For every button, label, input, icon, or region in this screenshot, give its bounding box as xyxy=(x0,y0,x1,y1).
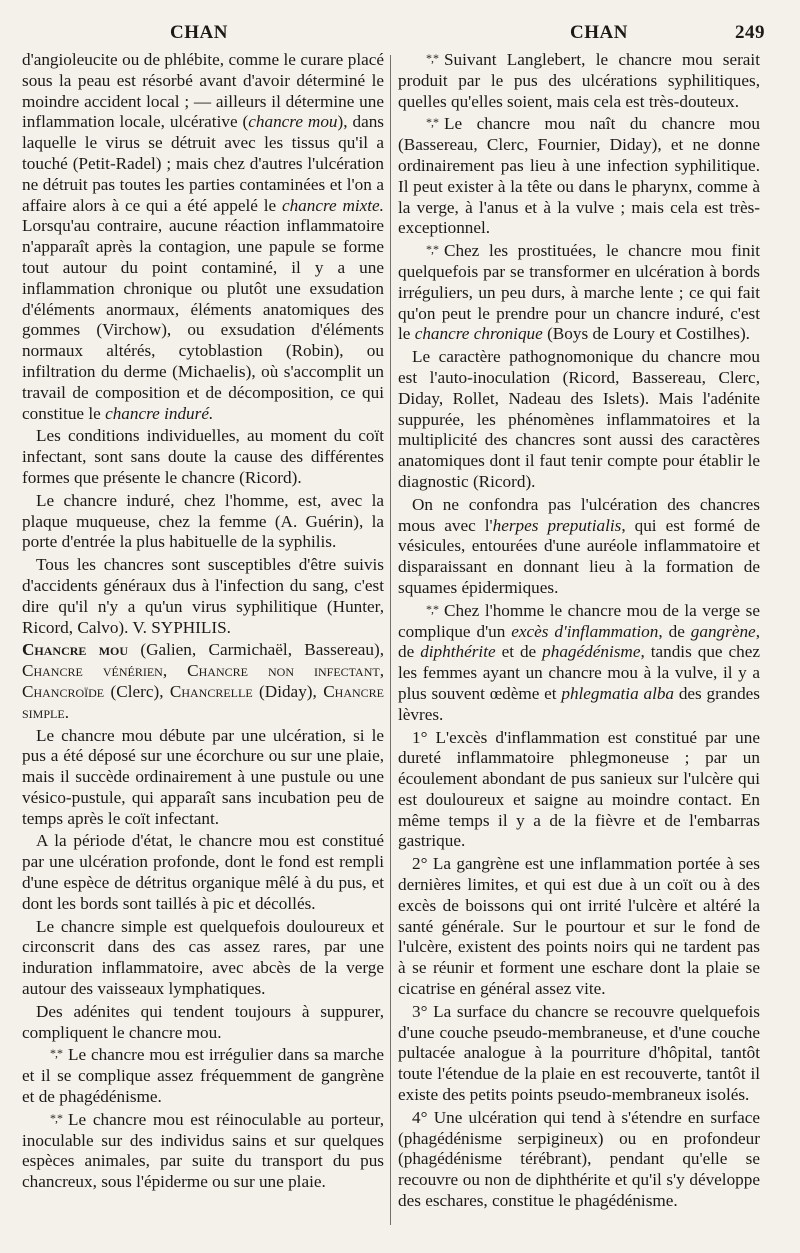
paragraph: 3° La surface du chancre se recouvre quelquefois d'une couche pseudo-membraneuse, et d'une couche pultacée analogue à la pourriture d'hôpital, tantôt toute l'étendue de la plaie en est recouverte, tantôt il existe des petits points pseudo-membraneux isolés. xyxy=(398,1001,760,1105)
asterism: *,* xyxy=(50,1046,62,1061)
asterism: *,* xyxy=(426,601,438,616)
entry-headword: Chancre mou xyxy=(22,640,129,660)
paragraph: 1° L'excès d'inflammation est constitué par une dureté inflammatoire phlegmoneuse ; par un écoulement abondant de pus sanieux sur l'ulcère qui est douloureux et saigne au moindre contact. En même temps il y a de la fièvre et de l'embarras gastrique. xyxy=(398,727,760,851)
entry-heading-paragraph: Chancre mou (Galien, Carmichaël, Bassereau), Chancre vénérien, Chancre non infectant, Chancroïde (Clerc), Chancrelle (Diday), Chancre simple. xyxy=(22,640,385,722)
asterism: *,* xyxy=(50,1110,62,1125)
header-right-word: CHAN xyxy=(570,22,628,43)
paragraph: 2° La gangrène est une inflammation portée à ses dernières limites, et qui est due à un coït ou à des excès de boissons qui ont irrité l'ulcère et altéré la santé générale. Sur le pourtour et sur le fond de l'ulcère, existent des points noirs qui ne tardent pas à se réunir et forment une eschare dont la plaie se cicatrise en général assez vite. xyxy=(398,854,760,999)
paragraph: Le caractère pathognomonique du chancre mou est l'auto-inoculation (Ricord, Bassereau, Clerc, Diday, Rollet, Nadeau des Islets). Mais l'adénite suppurée, les phénomènes inflammatoires et la multiplicité des chancres sont aussi des caractères anatomiques dont il faut tenir compte pour établir le diagnostic (Ricord). xyxy=(398,347,760,491)
paragraph: A la période d'état, le chancre mou est constitué par une ulcération profonde, dont le fond est rempli d'une espèce de détritus organique mêlé à du pus, et dont les bords sont taillés à pic et décollés. xyxy=(22,831,384,913)
paragraph: d'angioleucite ou de phlébite, comme le curare placé sous la peau est résorbé avant d'avoir déterminé le moindre accident local ; — ailleurs il détermine une inflammation locale, ulcérative (chancre mou), dans laquelle le virus se détruit avec les tissus qu'il a touché (Petit-Radel) ; mais chez d'autres l'ulcération ne détruit pas toutes les parties contaminées et l'on a affaire alors à ce qui a été appelé le chancre mixte. Lorsqu'au contraire, aucune réaction inflammatoire n'apparaît après la contagion, une papule se forme tout autour du point contaminé, il y a une inflammation chronique ou plutôt une exsudation d'éléments anormaux, éléments anatomiques des gommes (Virchow), ou exsudation d'éléments normaux altérés, cytoblastion (Robin), ou infiltration du derme (Michaelis), où s'accomplit un travail de composition et de décomposition, ce qui constitue le chancre induré. xyxy=(22,50,384,423)
paragraph: *,* Le chancre mou est irrégulier dans sa marche et il se complique assez fréquemment de gangrène et de phagédénisme. xyxy=(22,1045,384,1107)
paragraph: On ne confondra pas l'ulcération des chancres mous avec l'herpes preputialis, qui est formé de vésicules, entourées d'une auréole inflammatoire et disparaissant en donnant lieu à la formation de squames épidermiques. xyxy=(398,494,760,597)
right-column xyxy=(398,50,760,1214)
paragraph: *,* Le chancre mou est réinoculable au porteur, inoculable sur des individus sains et sur quelques espèces animales, par suite du transport du pus chancreux, sous l'épiderme ou sur une plaie. xyxy=(22,1109,384,1192)
paragraph: *,* Chez les prostituées, le chancre mou finit quelquefois par se transformer en ulcération à bords irréguliers, un peu durs, à marche lente ; ce qui fait qu'on peut le prendre pour un chancre induré, c'est le chancre chronique (Boys de Loury et Costilhes). xyxy=(398,241,760,344)
paragraph: 4° Une ulcération qui tend à s'étendre en surface (phagédénisme serpigineux) ou en profondeur (phagédénisme térébrant), pendant qu'elle se recouvre ou non de diphthérite et qu'il s'y développe des eschares, constitue le phagédénisme. xyxy=(398,1107,760,1211)
header-left-word: CHAN xyxy=(170,22,228,43)
column-divider xyxy=(390,55,391,1225)
paragraph: *,* Chez l'homme le chancre mou de la verge se complique d'un excès d'inflammation, de gangrène, de diphthérite et de phagédénisme, tandis que chez les femmes ayant un chancre mou à la vulve, il y a plus souvent œdème et phlegmatia alba des grandes lèvres. xyxy=(398,600,760,724)
paragraph: Tous les chancres sont susceptibles d'être suivis d'accidents généraux dus à l'infection du sang, c'est dire qu'il n'y a qu'un virus syphilitique (Hunter, Ricord, Calvo). V. SYPHILIS. xyxy=(22,555,384,637)
running-header xyxy=(0,22,800,50)
paragraph: *,* Le chancre mou naît du chancre mou (Bassereau, Clerc, Fournier, Diday), et ne donne ordinairement pas lieu à une infection syphilitique. Il peut exister à la tête ou dans le pharynx, comme à la verge, à l'anus et à la vulve ; mais cela est très-exceptionnel. xyxy=(398,114,760,238)
asterism: *,* xyxy=(426,115,438,130)
paragraph: Le chancre mou débute par une ulcération, si le pus a été déposé sur une écorchure ou sur une plaie, mais il succède ordinairement à une pustule ou une vésico-pustule, qui apparaît sans incubation peu de temps après le coït infectant. xyxy=(22,725,384,828)
paragraph: Les conditions individuelles, au moment du coït infectant, sont sans doute la cause des différentes formes que présente le chancre (Ricord). xyxy=(22,426,384,487)
asterism: *,* xyxy=(426,242,438,257)
asterism: *,* xyxy=(426,51,438,65)
paragraph: *,* Suivant Langlebert, le chancre mou serait produit par le pus des ulcérations syphilitiques, quelles qu'elles soient, mais cela est très-douteux. xyxy=(398,50,760,111)
paragraph: Le chancre simple est quelquefois douloureux et circonscrit dans des cas assez rares, par une induration inflammatoire, avec abcès de la verge autour des vaisseaux lymphatiques. xyxy=(22,916,384,999)
page-number: 249 xyxy=(735,22,765,43)
paragraph: Le chancre induré, chez l'homme, est, avec la plaque muqueuse, chez la femme (A. Guérin), la porte d'entrée la plus habituelle de la syphilis. xyxy=(22,490,384,552)
paragraph: Des adénites qui tendent toujours à suppurer, compliquent le chancre mou. xyxy=(22,1001,384,1042)
left-column xyxy=(22,50,384,1195)
